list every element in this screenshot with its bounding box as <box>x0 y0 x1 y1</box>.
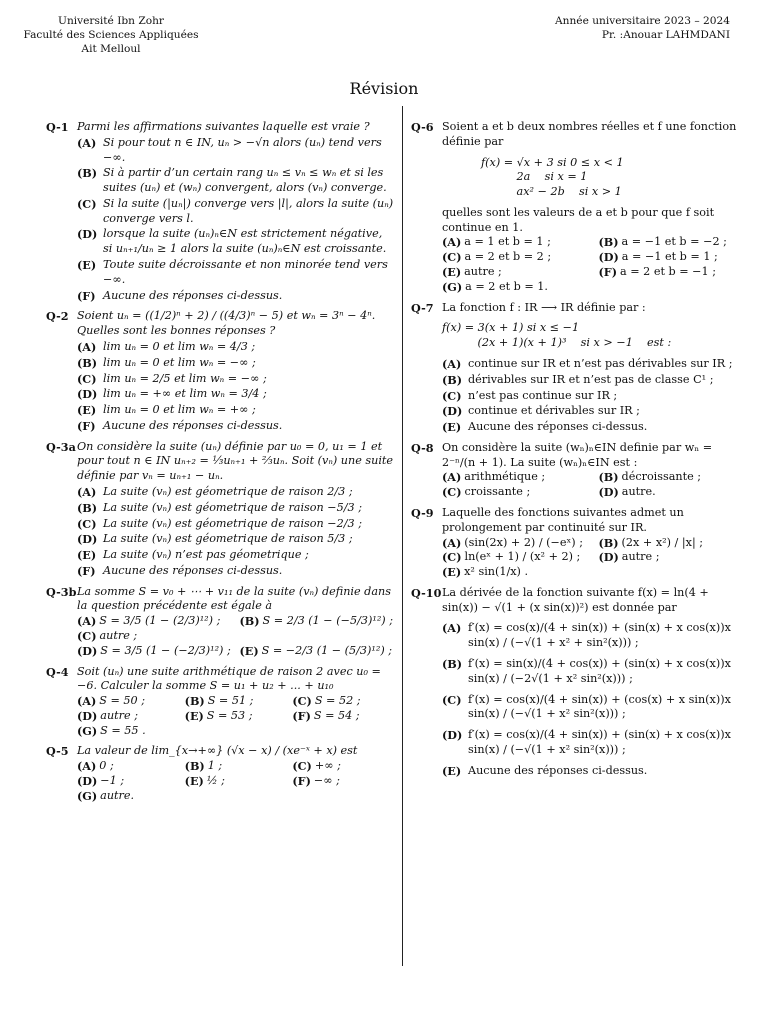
option: (E) Toute suite décroissante et non minorée tend vers −∞. <box>77 258 388 286</box>
question-number: Q-6 <box>411 120 434 134</box>
option: (F) −∞ ; <box>292 774 340 789</box>
option: (C) La suite (vₙ) est géometrique de raison −2/3 ; <box>77 516 362 531</box>
question-q2 <box>46 309 394 433</box>
option: (A) lim uₙ = 0 et lim wₙ = 4/3 ; <box>77 339 256 354</box>
question-number: Q-4 <box>46 664 69 679</box>
option: (F) Aucune des réponses ci-dessus. <box>77 288 283 303</box>
question-text: On considère la suite (wₙ)ₙ∈IN definie par wₙ = 2⁻ⁿ/(n + 1). La suite (wₙ)ₙ∈IN est : <box>442 440 713 469</box>
university-name: Université Ibn Zohr <box>58 15 164 27</box>
option: (B) S = 51 ; <box>184 694 254 709</box>
option: (E) La suite (vₙ) n’est pas géometrique ; <box>77 548 309 563</box>
option: (D) lorsque la suite (uₙ)ₙ∈N est strictement négative, si uₙ₊₁/uₙ ≥ 1 alors la suite (uₙ)ₙ∈N est croissante. <box>77 227 387 256</box>
question-text: Soient a et b deux nombres réelles et f une fonction définie par <box>442 120 737 148</box>
option: (D) a = −1 et b = 1 ; <box>598 250 718 265</box>
option: (B) (2x + x²) / |x| ; <box>598 535 704 550</box>
option: (D) autre ; <box>598 550 660 565</box>
question-number: Q-3b <box>46 584 77 599</box>
option: (E) x² sin(1/x) . <box>442 565 529 580</box>
header-left <box>18 15 204 57</box>
option: (C) autre ; <box>77 629 138 643</box>
question-q5 <box>46 744 394 803</box>
question-text: La somme S = v₀ + ⋯ + v₁₁ de la suite (vₙ) definie dans la question précédente est égale à <box>77 584 391 613</box>
option: (E) S = −2/3 (1 − (5/3)¹²) ; <box>239 643 393 658</box>
option: (F) Aucune des réponses ci-dessus. <box>77 563 283 578</box>
option: (A) (sin(2x) + 2) / (−eˣ) ; <box>442 535 583 550</box>
option: (B) S = 2/3 (1 − (−5/3)¹²) ; <box>239 614 393 629</box>
question-q3b <box>46 585 394 659</box>
question-followup: quelles sont les valeurs de a et b pour que f soit continue en 1. <box>442 205 715 234</box>
option: (C) a = 2 et b = 2 ; <box>442 250 552 265</box>
piecewise-formula: f(x) = 3(x + 1) si x ≤ −1 (2x + 1)(x + 1)³ si x > −1 est : <box>442 321 672 350</box>
option: (B) dérivables sur IR et n’est pas de classe C¹ ; <box>442 372 714 387</box>
option: (A) 0 ; <box>77 759 114 774</box>
option: (A) S = 50 ; <box>77 694 145 709</box>
academic-year: Année universitaire 2023 – 2024 <box>555 15 730 27</box>
option: (E) Aucune des réponses ci-dessus. <box>442 420 648 435</box>
question-text: Soient uₙ = ((1/2)ⁿ + 2) / ((4/3)ⁿ − 5) et wₙ = 3ⁿ − 4ⁿ. Quelles sont les bonnes réponses ? <box>77 309 376 338</box>
option: (C) S = 52 ; <box>292 694 361 709</box>
option: (D) autre ; <box>77 708 138 723</box>
option: (E) ½ ; <box>184 774 225 789</box>
question-number: Q-1 <box>46 120 69 134</box>
professor-name: Pr. :Anouar LAHMDANI <box>601 28 730 41</box>
option: (B) lim uₙ = 0 et lim wₙ = −∞ ; <box>77 355 256 370</box>
option: (F) Aucune des réponses ci-dessus. <box>77 418 283 433</box>
option: (C) f′(x) = cos(x)/(4 + sin(x)) + (cos(x) + x sin(x))x sin(x) / (−√(1 + x² sin²(x))) ; <box>442 692 731 721</box>
option: (A) f′(x) = cos(x)/(4 + sin(x)) + (sin(x) + x cos(x))x sin(x) / (−√(1 + x² + sin²(x))) ; <box>442 621 731 650</box>
header-right <box>555 15 730 43</box>
option: (E) autre ; <box>442 265 502 280</box>
option: (D) lim uₙ = +∞ et lim wₙ = 3/4 ; <box>77 387 267 402</box>
option: (A) La suite (vₙ) est géometrique de raison 2/3 ; <box>77 484 353 499</box>
option: (B) décroissante ; <box>598 470 702 485</box>
question-number: Q-3a <box>46 439 76 454</box>
option: (C) croissante ; <box>442 485 531 500</box>
question-q7 <box>411 301 747 435</box>
option: (A) continue sur IR et n’est pas dérivables sur IR ; <box>442 356 733 371</box>
question-text: La valeur de lim_{x→+∞} (√x − x) / (xe⁻ˣ + x) est <box>77 744 358 758</box>
question-q4 <box>46 665 394 739</box>
option: (B) a = −1 et b = −2 ; <box>598 235 727 250</box>
question-text: La fonction f : IR ⟶ IR définie par : <box>442 300 646 314</box>
option: (D) continue et dérivables sur IR ; <box>442 404 640 419</box>
option: (F) S = 54 ; <box>292 708 360 723</box>
question-text: On considère la suite (uₙ) définie par u₀ = 0, u₁ = 1 et pour tout n ∈ IN uₙ₊₂ = ⅓uₙ₊₁ + ⅔uₙ. Soit (vₙ) une suite définie par vₙ = uₙ₊₁ − uₙ. <box>77 439 394 483</box>
option: (C) Si la suite (|uₙ|) converge vers |l|, alors la suite (uₙ) converge vers l. <box>77 196 394 225</box>
option: (G) autre. <box>77 788 135 803</box>
option: (C) ln(eˣ + 1) / (x² + 2) ; <box>442 550 581 565</box>
page-title: Révision <box>349 79 419 98</box>
option: (B) f′(x) = sin(x)/(4 + cos(x)) + (sin(x) + x cos(x))x sin(x) / (−2√(1 + x² sin²(x))) ; <box>442 657 731 685</box>
column-divider <box>402 106 403 966</box>
option: (B) Si à partir d’un certain rang uₙ ≤ vₙ ≤ wₙ et si les suites (uₙ) et (wₙ) convergent, alors (vₙ) converge. <box>77 166 387 195</box>
option: (C) n’est pas continue sur IR ; <box>442 388 618 403</box>
option: (C) +∞ ; <box>292 759 341 774</box>
option: (E) S = 53 ; <box>184 708 253 723</box>
option: (D) autre. <box>598 485 656 500</box>
question-q9 <box>411 506 747 580</box>
question-text: La dérivée de la fonction suivante f(x) = ln(4 + sin(x)) − √(1 + (x sin(x))²) est donnée par <box>442 585 709 614</box>
question-q6 <box>411 120 747 295</box>
option: (E) Aucune des réponses ci-dessus. <box>442 763 648 778</box>
question-text: Soit (uₙ) une suite arithmétique de raison 2 avec u₀ = −6. Calculer la somme S = u₁ + u₂ + ... + u₁₀ <box>77 664 381 693</box>
question-text: Laquelle des fonctions suivantes admet un prolongement par continuité sur IR. <box>442 505 684 534</box>
question-q3a <box>46 440 394 579</box>
right-column <box>411 120 747 784</box>
question-number: Q-7 <box>411 300 434 315</box>
left-column <box>46 120 394 810</box>
question-q1 <box>46 120 394 303</box>
option: (B) 1 ; <box>184 759 223 774</box>
option: (A) arithmétique ; <box>442 470 546 485</box>
question-q8 <box>411 441 747 500</box>
option: (D) S = 3/5 (1 − (−2/3)¹²) ; <box>77 643 231 658</box>
option: (B) La suite (vₙ) est géometrique de raison −5/3 ; <box>77 500 362 515</box>
question-number: Q-5 <box>46 744 69 759</box>
question-number: Q-2 <box>46 309 69 324</box>
option: (D) f′(x) = cos(x)/(4 + sin(x)) + (sin(x) + x cos(x))x sin(x) / (−√(1 + x² sin²(x))) ; <box>442 728 731 756</box>
city-name: Ait Melloul <box>81 42 141 55</box>
option: (A) Si pour tout n ∈ IN, uₙ > −√n alors (uₙ) tend vers −∞. <box>77 135 382 164</box>
option: (C) lim uₙ = 2/5 et lim wₙ = −∞ ; <box>77 371 267 386</box>
faculty-name: Faculté des Sciences Appliquées <box>23 28 199 41</box>
option: (G) S = 55 . <box>77 723 146 738</box>
option: (A) a = 1 et b = 1 ; <box>442 235 551 250</box>
option: (E) lim uₙ = 0 et lim wₙ = +∞ ; <box>77 403 256 418</box>
question-number: Q-9 <box>411 505 434 520</box>
option: (D) La suite (vₙ) est géometrique de raison 5/3 ; <box>77 532 353 547</box>
question-number: Q-10 <box>411 585 442 600</box>
option: (G) a = 2 et b = 1. <box>442 279 548 294</box>
option: (A) S = 3/5 (1 − (2/3)¹²) ; <box>77 614 221 629</box>
question-text: Parmi les affirmations suivantes laquelle est vraie ? <box>77 120 370 133</box>
question-number: Q-8 <box>411 440 434 455</box>
question-q10 <box>411 586 747 779</box>
piecewise-formula: f(x) = √x + 3 si 0 ≤ x < 1 2a si x = 1 ax² − 2b si x > 1 <box>481 155 624 199</box>
option: (F) a = 2 et b = −1 ; <box>598 265 716 280</box>
option: (D) −1 ; <box>77 774 125 789</box>
